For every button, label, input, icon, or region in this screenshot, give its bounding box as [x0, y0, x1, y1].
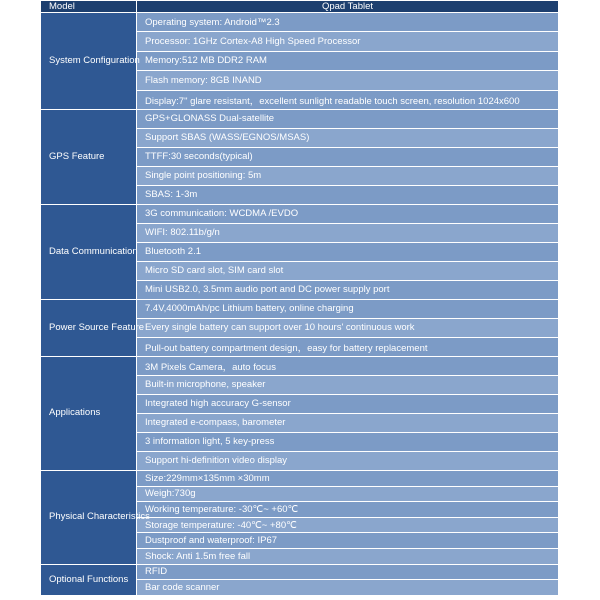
- section-label: GPS Feature: [41, 109, 137, 204]
- product-header: Qpad Tablet: [137, 1, 559, 13]
- spec-value: Built-in microphone, speaker: [137, 375, 559, 394]
- spec-value: 7.4V,4000mAh/pc Lithium battery, online charging: [137, 299, 559, 318]
- spec-value: Storage temperature: -40℃~ +80℃: [137, 517, 559, 533]
- spec-value: Shock: Anti 1.5m free fall: [137, 548, 559, 564]
- spec-row: [41, 299, 559, 318]
- spec-value: 3M Pixels Camera，auto focus: [137, 356, 559, 375]
- section-label: Data Communication: [41, 204, 137, 299]
- spec-value: Pull-out battery compartment design，easy for battery replacement: [137, 337, 559, 356]
- section-label: Optional Functions: [41, 564, 137, 595]
- spec-value: 3G communication: WCDMA /EVDO: [137, 204, 559, 223]
- spec-value: Single point positioning: 5m: [137, 166, 559, 185]
- spec-value: RFID: [137, 564, 559, 580]
- section-label: Applications: [41, 356, 137, 470]
- spec-value: Integrated high accuracy G-sensor: [137, 394, 559, 413]
- spec-value: Mini USB2.0, 3.5mm audio port and DC power supply port: [137, 280, 559, 299]
- spec-value: Dustproof and waterproof: IP67: [137, 533, 559, 549]
- spec-row: [41, 13, 559, 32]
- spec-row: [41, 356, 559, 375]
- spec-body: [41, 13, 559, 596]
- spec-value: Display:7" glare resistant，excellent sunlight readable touch screen, resolution 1024x600: [137, 90, 559, 109]
- spec-row: [41, 109, 559, 128]
- model-header: Model: [41, 1, 137, 13]
- spec-value: Bluetooth 2.1: [137, 242, 559, 261]
- section-label: System Configuration: [41, 13, 137, 110]
- spec-value: Support SBAS (WASS/EGNOS/MSAS): [137, 128, 559, 147]
- section-label: Power Source Feature: [41, 299, 137, 356]
- spec-value: TTFF:30 seconds(typical): [137, 147, 559, 166]
- spec-value: 3 information light, 5 key-press: [137, 432, 559, 451]
- spec-row: [41, 204, 559, 223]
- spec-value: Processor: 1GHz Cortex-A8 High Speed Processor: [137, 32, 559, 51]
- spec-value: Memory:512 MB DDR2 RAM: [137, 51, 559, 70]
- spec-value: Bar code scanner: [137, 580, 559, 596]
- section-label: Physical Characteristics: [41, 470, 137, 564]
- spec-value: Weigh:730g: [137, 486, 559, 502]
- spec-row: [41, 470, 559, 486]
- spec-value: SBAS: 1-3m: [137, 185, 559, 204]
- spec-value: Size:229mm×135mm ×30mm: [137, 470, 559, 486]
- spec-row: [41, 564, 559, 580]
- spec-table: [40, 0, 559, 596]
- spec-value: Support hi-definition video display: [137, 451, 559, 470]
- spec-value: Micro SD card slot, SIM card slot: [137, 261, 559, 280]
- spec-sheet: [40, 0, 558, 600]
- spec-value: Integrated e-compass, barometer: [137, 413, 559, 432]
- spec-value: Flash memory: 8GB INAND: [137, 71, 559, 90]
- spec-value: WIFI: 802.11b/g/n: [137, 223, 559, 242]
- spec-value: GPS+GLONASS Dual-satellite: [137, 109, 559, 128]
- spec-value: Working temperature: -30℃~ +60℃: [137, 502, 559, 518]
- header-row: [41, 1, 559, 13]
- spec-value: Operating system: Android™2.3: [137, 13, 559, 32]
- spec-value: Every single battery can support over 10 hours' continuous work: [137, 318, 559, 337]
